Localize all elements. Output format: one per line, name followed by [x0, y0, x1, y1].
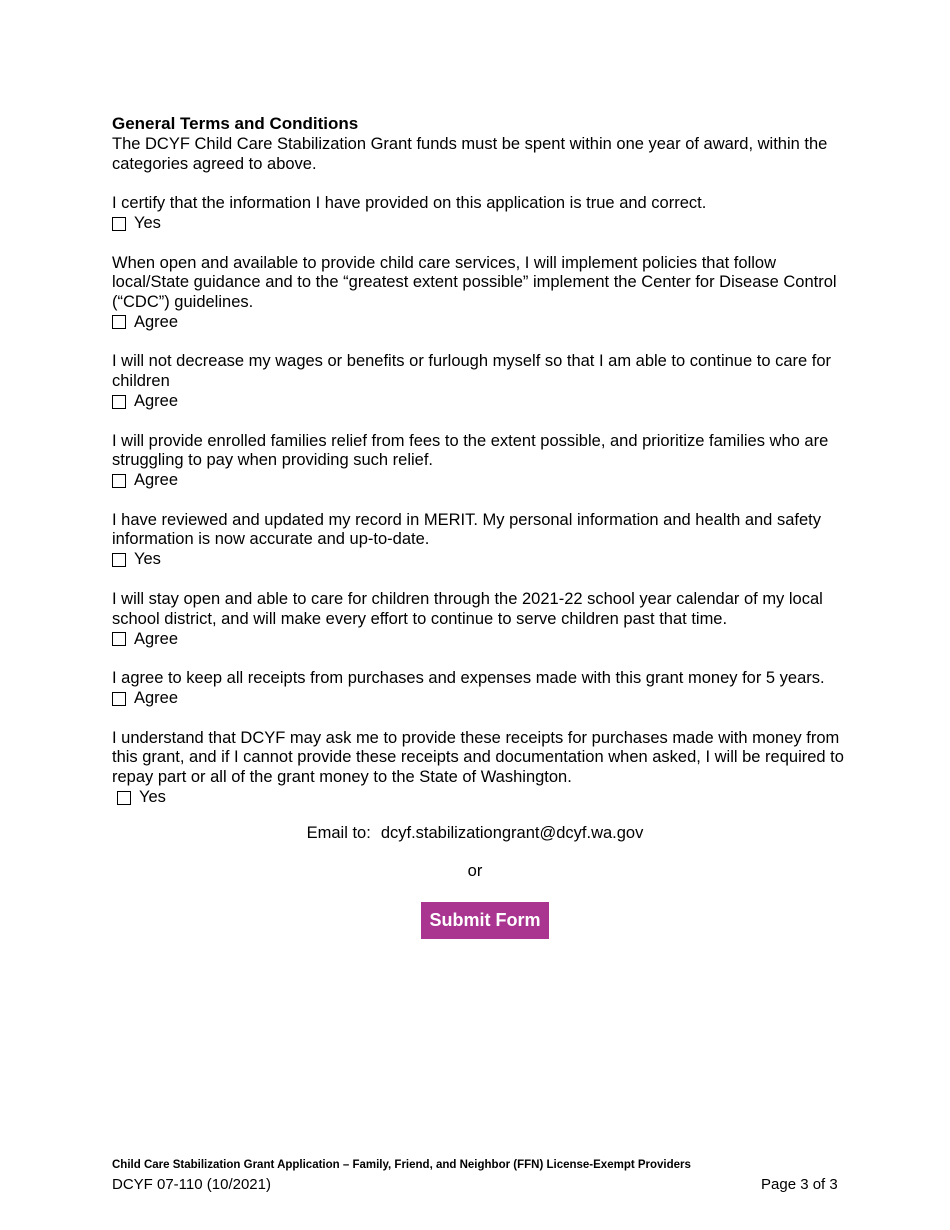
- checkbox[interactable]: [112, 553, 126, 567]
- checkbox-label: Agree: [134, 312, 179, 331]
- checkbox-label: Yes: [134, 550, 161, 569]
- checkbox[interactable]: [112, 474, 126, 488]
- footer-page-number: Page 3 of 3: [761, 1176, 838, 1193]
- term-text: When open and available to provide child care services, I will implement policies that follow local/State guidance and to the “greatest extent possible” implement the Center for Disease Control (“CDC”) guidelines.: [112, 253, 837, 311]
- checkbox[interactable]: [117, 791, 131, 805]
- term-text: I agree to keep all receipts from purchases and expenses made with this grant money for 5 years.: [112, 669, 825, 688]
- checkbox-label: Agree: [134, 629, 179, 648]
- checkbox[interactable]: [112, 395, 126, 409]
- term-text: I will provide enrolled families relief from fees to the extent possible, and prioritize families who are struggling to pay when providing such relief.: [112, 431, 829, 470]
- term-text: I will stay open and able to care for children through the 2021-22 school year calendar of my local school district, and will make every effort to continue to serve children past that time.: [112, 589, 823, 628]
- term-text: I understand that DCYF may ask me to provide these receipts for purchases made with money from this grant, and if I cannot provide these receipts and documentation when asked, I will be required to repay part or all of the grant money to the State of Washington.: [112, 728, 844, 786]
- email-address[interactable]: dcyf.stabilizationgrant@dcyf.wa.gov: [380, 824, 644, 842]
- checkbox-label: Yes: [139, 788, 166, 806]
- term-cdc-guidelines: [112, 254, 857, 333]
- term-wages: [112, 352, 857, 411]
- terms-page: [112, 114, 857, 808]
- or-separator: or: [467, 862, 483, 880]
- term-text: I will not decrease my wages or benefits or furlough myself so that I am able to continue to care for children: [112, 352, 832, 390]
- footer-title: Child Care Stabilization Grant Application – Family, Friend, and Neighbor (FFN) License-Exempt Providers: [112, 1159, 691, 1171]
- receipts-checkbox-row[interactable]: [112, 689, 857, 709]
- term-merit: [112, 511, 857, 570]
- merit-checkbox-row[interactable]: [112, 550, 857, 570]
- intro-paragraph: The DCYF Child Care Stabilization Grant funds must be spent within one year of award, within the categories agreed to above.: [112, 135, 828, 173]
- submit-form-button[interactable]: Submit Form: [421, 902, 549, 939]
- fee-relief-checkbox-row[interactable]: [112, 471, 857, 491]
- term-fee-relief: [112, 432, 857, 491]
- term-repay: [112, 729, 857, 808]
- checkbox-label: Agree: [134, 689, 179, 708]
- term-receipts: [112, 669, 857, 709]
- checkbox[interactable]: [112, 692, 126, 706]
- checkbox[interactable]: [112, 217, 126, 231]
- checkbox[interactable]: [112, 632, 126, 646]
- email-instruction: [0, 823, 950, 843]
- checkbox-label: Agree: [134, 392, 179, 411]
- checkbox[interactable]: [112, 315, 126, 329]
- footer-form-id: DCYF 07-110 (10/2021): [112, 1176, 271, 1193]
- term-certify: [112, 194, 857, 234]
- checkbox-label: Agree: [134, 471, 179, 490]
- repay-checkbox-row[interactable]: [112, 788, 857, 808]
- certify-checkbox-row[interactable]: [112, 214, 857, 234]
- cdc-checkbox-row[interactable]: [112, 312, 857, 332]
- checkbox-label: Yes: [134, 214, 161, 233]
- term-text: I have reviewed and updated my record in MERIT. My personal information and health and safety information is now accurate and up-to-date.: [112, 510, 821, 549]
- stay-open-checkbox-row[interactable]: [112, 629, 857, 649]
- section-heading: General Terms and Conditions: [112, 114, 359, 133]
- term-text: I certify that the information I have provided on this application is true and correct.: [112, 194, 707, 212]
- wages-checkbox-row[interactable]: [112, 392, 857, 412]
- term-stay-open: [112, 590, 857, 649]
- email-label: Email to:: [306, 824, 371, 842]
